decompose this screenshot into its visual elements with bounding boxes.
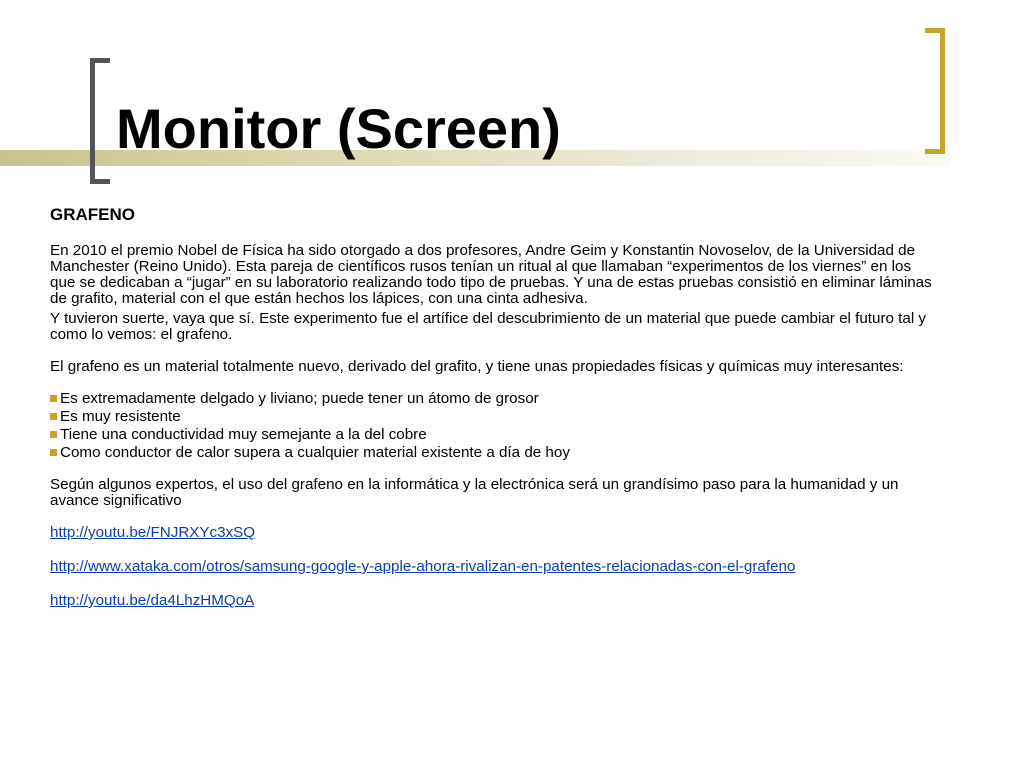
link-youtube-2[interactable]: http://youtu.be/da4LhzHMQoA — [50, 592, 255, 609]
paragraph-properties: El grafeno es un material totalmente nuevo, derivado del grafito, y tiene unas propiedades físicas y químicas muy interesantes: — [50, 358, 904, 375]
section-heading: GRAFENO — [50, 205, 135, 224]
bullet-square-icon — [50, 395, 57, 402]
list-item — [50, 445, 940, 461]
left-bracket-decoration — [90, 58, 110, 184]
bullet-square-icon — [50, 413, 57, 420]
bullet-square-icon — [50, 431, 57, 438]
paragraph-conclusion: Según algunos expertos, el uso del grafeno en la informática y la electrónica será un grandísimo paso para la humanidad y un avance significativo — [50, 476, 899, 509]
list-item — [50, 427, 940, 443]
paragraph-discovery: Y tuvieron suerte, vaya que sí. Este experimento fue el artífice del descubrimiento de un material que puede cambiar el futuro tal y como lo vemos: el grafeno. — [50, 310, 927, 343]
list-item-text: Es muy resistente — [60, 408, 181, 425]
right-bracket-decoration — [925, 28, 945, 154]
bullet-square-icon — [50, 449, 57, 456]
list-item — [50, 409, 940, 425]
paragraph-intro: En 2010 el premio Nobel de Física ha sido otorgado a dos profesores, Andre Geim y Konstantin Novoselov, de la Universidad de Manchester (Reino Unido). Esta pareja de científicos rusos tenían un ritual al que llamaban “experimentos de los viernes” en los que se dedicaban a “jugar” en su laboratorio realizando todo tipo de pruebas. Y una de estas pruebas consistió en eliminar láminas de grafito, material con el que están hechos los lápices, con una cinta adhesiva. — [50, 242, 932, 307]
properties-list — [50, 391, 940, 461]
slide-content — [50, 205, 940, 627]
list-item-text: Como conductor de calor supera a cualquier material existente a día de hoy — [60, 444, 570, 461]
list-item-text: Tiene una conductividad muy semejante a la del cobre — [60, 426, 427, 443]
link-youtube-1[interactable]: http://youtu.be/FNJRXYc3xSQ — [50, 524, 256, 541]
link-xataka[interactable]: http://www.xataka.com/otros/samsung-google-y-apple-ahora-rivalizan-en-patentes-relacionadas-con-el-grafeno — [50, 558, 796, 575]
slide-title: Monitor (Screen) — [116, 97, 561, 160]
list-item — [50, 391, 940, 407]
list-item-text: Es extremadamente delgado y liviano; puede tener un átomo de grosor — [60, 390, 539, 407]
